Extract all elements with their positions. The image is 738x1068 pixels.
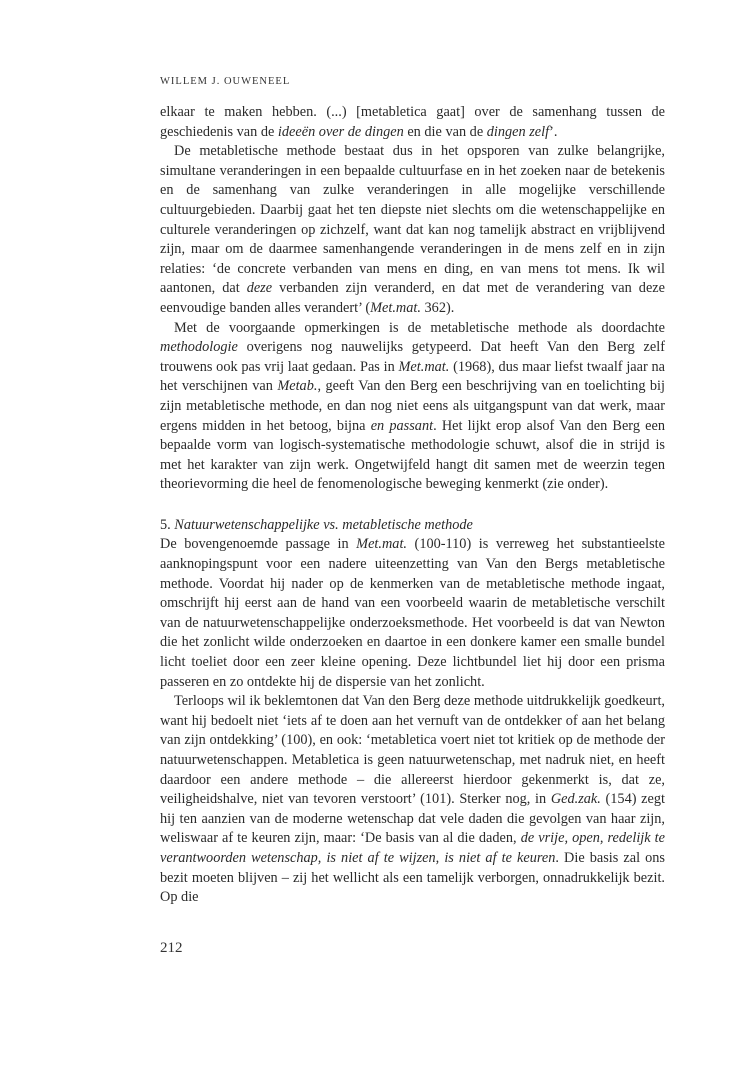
italic-text: Met.mat. xyxy=(370,299,421,316)
section-heading xyxy=(160,516,665,536)
text-run: en die van de xyxy=(403,123,487,140)
text-run: . Die basis zal ons bezit moeten blijven – zij het wellicht als een tamelijk verborgen, onnadrukkelijk bezit. Op die xyxy=(160,849,665,906)
italic-text: Ged.zak. xyxy=(550,791,601,808)
running-head: WILLEM J. OUWENEEL xyxy=(160,76,291,87)
text-run: elkaar te maken hebben. (...) [metabletica gaat] over de samenhang tussen de geschiedenis van de xyxy=(160,104,665,140)
italic-text: Met.mat. xyxy=(398,358,450,375)
text-run: verbanden zijn veranderd, en dat met de verandering van deze eenvoudige banden alles verandert’ ( xyxy=(160,280,665,316)
text-run: Terloops wil ik beklemtonen dat Van den Berg deze methode uitdrukkelijk goedkeurt, want hij bedoelt niet ‘iets af te doen aan het vernuft van de ontdekker of aan het belang van zijn ontdekking’ (100), en ook: ‘metabletica voert niet tot kritiek op de methode der natuurwetenschappen. Metabletica is geen natuurwetenschap, met nadruk niet, en heeft daardoor een andere methode – die allereerst hierdoor gekenmerkt is, dat ze, veiligheidshalve, niet van tevoren verstoort’ (101). Sterker nog, in xyxy=(160,693,665,808)
text-run: (100-110) is verreweg het substantieelste aanknopingspunt voor een nadere uiteenzetting van Van den Bergs metabletische methode. Voordat hij nader op de kenmerken van de metabletische methode ingaat, omschrijft hij eerst aan de hand van een voorbeeld waarin de metabletische verschilt van de natuurwetenschappelijke onderzoeksmethode. Het voorbeeld is dat van Newton die het zonlicht wilde onderzoeken en daartoe in een donkere kamer een smalle bundel licht toeliet door een zeer kleine opening. Deze lichtbundel liet hij door een prisma passeren en zo ontdekte hij de dispersie van het zonlicht. xyxy=(160,536,665,690)
italic-text: ideeën over de dingen xyxy=(277,123,404,140)
italic-text: de vrije, open, redelijk te verantwoorden wetenschap, is niet af te wijzen, is niet af te keuren xyxy=(160,830,665,866)
italic-text: deze xyxy=(246,280,273,297)
text-run: 5. xyxy=(160,516,175,533)
text-run: De metabletische methode bestaat dus in het opsporen van zulke belangrijke, simultane veranderingen in een bepaalde cultuurfase en in het zoeken naar de betekenis en de samenhang van zulke veranderingen in alle mogelijke verschillende cultuurgebieden. Daarbij gaat het ten diepste niet slechts om die wetenschappelijke en culturele veranderingen op zichzelf, want dat kan nog tamelijk abstract en vrijblijvend zijn, maar om de daarmee samenhangende veranderingen in de mens zelf en in zijn relaties: ‘de concrete verbanden van mens en ding, en van mens tot mens. Ik wil aantonen, dat xyxy=(160,143,665,297)
paragraph xyxy=(160,535,665,692)
body-text xyxy=(160,103,665,908)
text-run: (1968), dus maar liefst twaalf jaar na het verschijnen van xyxy=(160,358,665,395)
italic-text: dingen zelf xyxy=(486,123,550,140)
italic-text: Natuurwetenschappelijke vs. metabletische methode xyxy=(174,516,473,533)
paragraph xyxy=(160,319,665,495)
text-run: (154) zegt hij ten aanzien van de moderne wetenschap dat vele daden die gevolgen van haar zijn, weliswaar af te keuren zijn, maar: ‘De basis van al die daden, xyxy=(160,791,665,847)
italic-text: Metab. xyxy=(277,378,318,395)
text-run: 362). xyxy=(420,299,455,316)
text-run: De bovengenoemde passage in xyxy=(160,536,357,553)
text-run: Met de voorgaande opmerkingen is de metabletische methode als doordachte xyxy=(174,319,665,336)
text-run: , geeft Van den Berg een beschrijving van en toelichting bij zijn metabletische methode, en dan nog niet eens als uitgangspunt van dat werk, maar ergens midden in het betoog, bijna xyxy=(160,378,665,434)
page-number: 212 xyxy=(160,940,183,956)
text-run: ’. xyxy=(549,123,558,140)
paragraph xyxy=(160,142,665,318)
text-run: . Het lijkt erop alsof Van den Berg een bepaalde vorm van logisch-systematische methodologie schuwt, alsof die in strijd is met het karakter van zijn werk. Ongetwijfeld hangt dit samen met de weerzin tegen theorievorming die heel de fenomenologische beweging kenmerkt (zie onder). xyxy=(160,417,665,493)
text-run: overigens nog nauwelijks getypeerd. Dat heeft Van den Berg zelf trouwens ook pas vrij laat gedaan. Pas in xyxy=(160,339,665,375)
italic-text: Met.mat. xyxy=(356,536,407,553)
paragraph xyxy=(160,692,665,908)
italic-text: en passant xyxy=(370,417,434,434)
italic-text: methodologie xyxy=(160,339,238,356)
paragraph xyxy=(160,103,665,142)
